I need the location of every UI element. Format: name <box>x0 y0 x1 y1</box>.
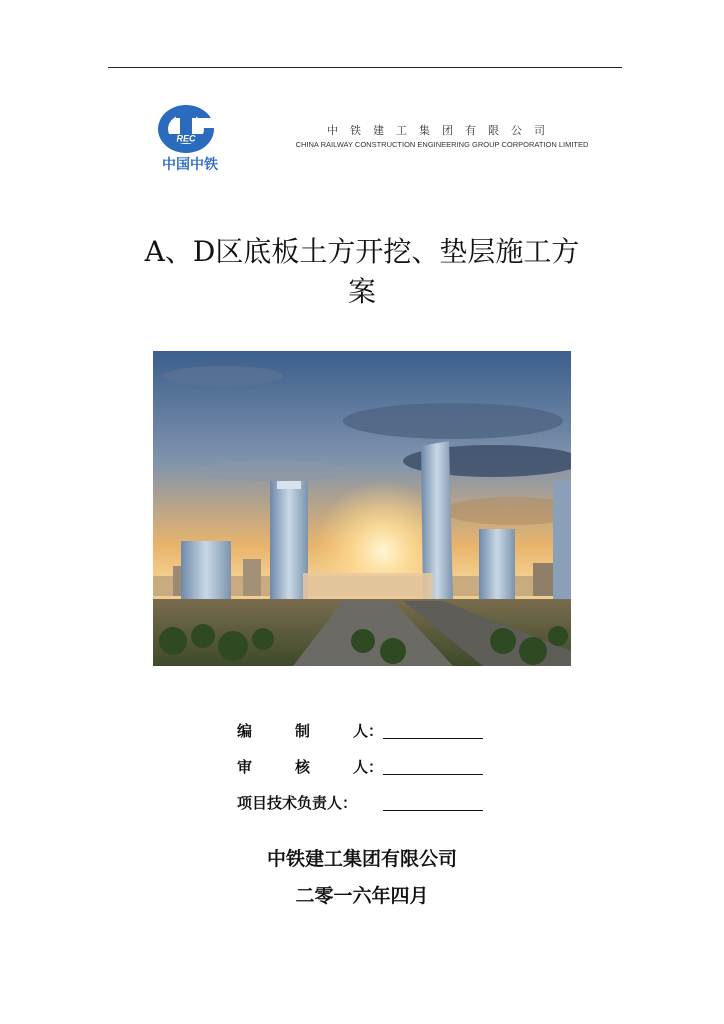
signature-row-tech-lead <box>237 777 497 813</box>
signature-line[interactable] <box>383 758 483 775</box>
footer-date: 二零一六年四月 <box>295 885 429 907</box>
title-line-1: A、D区底板土方开挖、垫层施工方 <box>144 235 580 268</box>
signature-label: 项目技术负责人： <box>237 794 358 812</box>
company-name-cn: 中铁建工集团有限公司 <box>327 124 557 137</box>
svg-text:REC: REC <box>176 133 196 144</box>
signature-label: 编 制 人： <box>237 722 383 740</box>
crec-logo-icon <box>150 104 230 156</box>
header-rule <box>108 67 622 68</box>
signature-label: 审 核 人： <box>237 758 383 776</box>
signature-line[interactable] <box>383 794 483 811</box>
signature-row-reviewer <box>237 741 497 777</box>
title-line-2: 案 <box>347 275 376 308</box>
company-logo <box>150 104 230 178</box>
document-title <box>100 232 624 312</box>
company-name-en: CHINA RAILWAY CONSTRUCTION ENGINEERING GROUP CORPORATION LIMITED <box>295 140 589 149</box>
signature-block <box>237 705 497 813</box>
cover-photo <box>153 351 571 666</box>
city-skyline-rendering-icon <box>153 351 571 666</box>
footer-company: 中铁建工集团有限公司 <box>266 848 457 870</box>
signature-line[interactable] <box>383 722 483 739</box>
signature-row-editor <box>237 705 497 741</box>
logo-caption: 中国中铁 <box>162 157 218 173</box>
